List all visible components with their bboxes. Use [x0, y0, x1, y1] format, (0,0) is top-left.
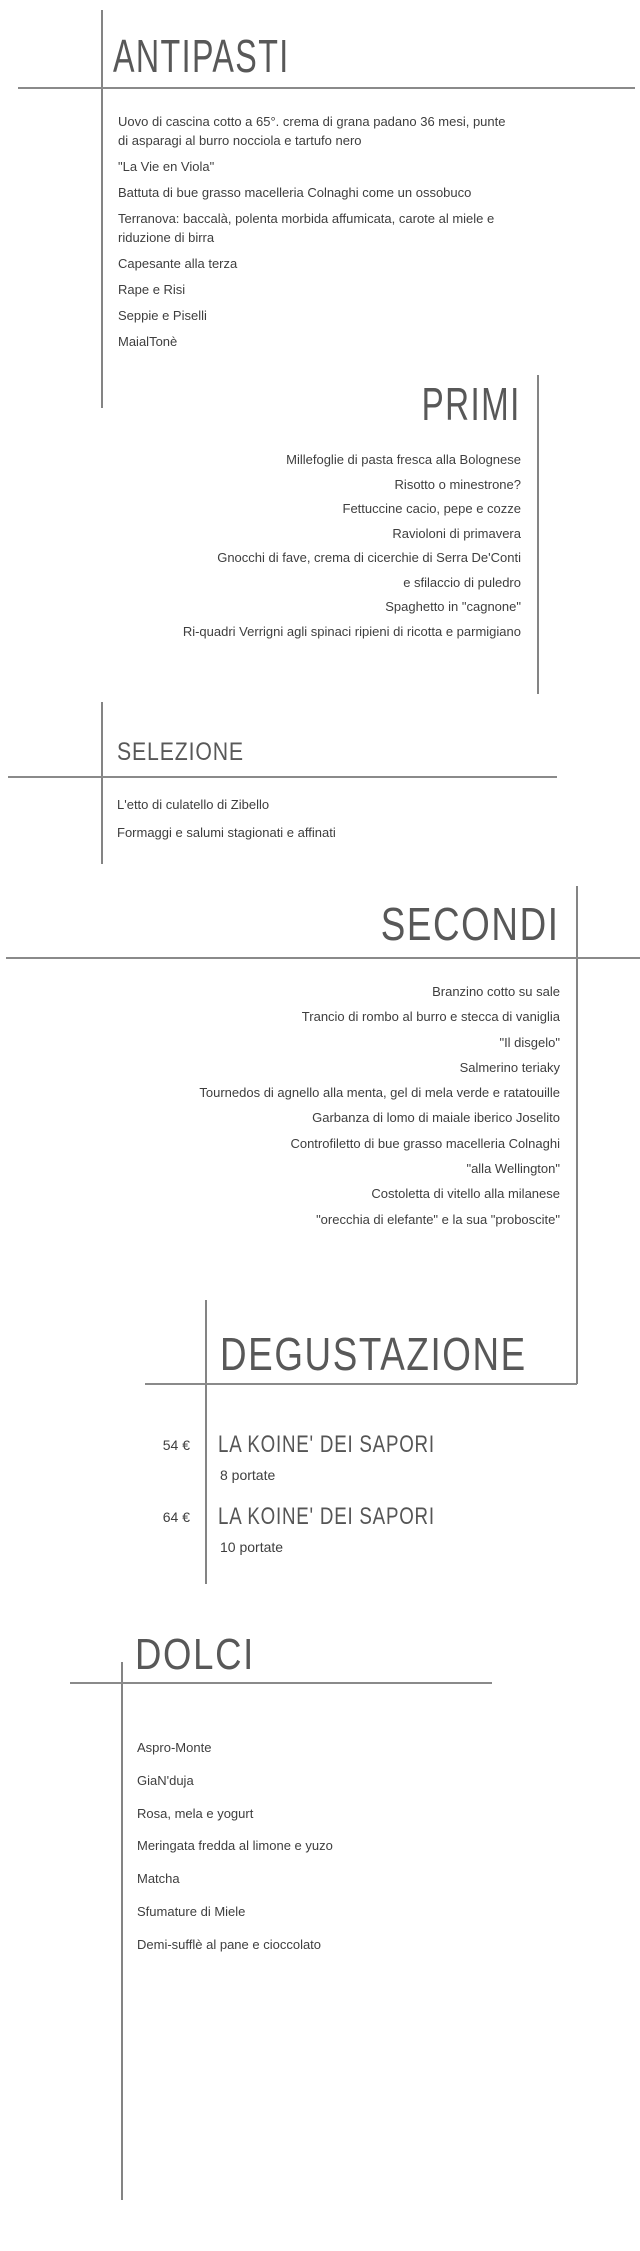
menu-item-line: GiaN'duja: [137, 1772, 194, 1788]
menu-item-line: Battuta di bue grasso macelleria Colnaghi come un ossobuco: [118, 185, 472, 200]
menu-item-line: L'etto di culatello di Zibello: [117, 797, 270, 812]
menu-item-line: Trancio di rombo al burro e stecca di vaniglia: [301, 1009, 560, 1025]
menu-item-line: Ravioloni di primavera: [392, 525, 521, 541]
menu-item-line: Ri-quadri Verrigni agli spinaci ripieni di ricotta e parmigiano: [182, 623, 521, 639]
dolci-vertical-rule: [121, 1662, 123, 2200]
menu-item-line: Demi-sufflè al pane e cioccolato: [137, 1936, 322, 1952]
menu-item: [118, 254, 538, 273]
menu-item-line: "orecchia di elefante" e la sua "proboscite": [316, 1211, 560, 1227]
menu-item-line: Gnocchi di fave, crema di cicerchie di Serra De'Conti: [217, 550, 521, 565]
section-title-degustazione: DEGUSTAZIONE: [220, 1328, 527, 1380]
secondi-vertical-rule: [576, 886, 578, 1384]
menu-item-line: Formaggi e salumi stagionati e affinati: [117, 825, 336, 840]
tasting-menu-courses: 8 portate: [220, 1467, 276, 1483]
menu-item-line: Branzino cotto su sale: [432, 984, 560, 999]
tasting-menu-name: LA KOINE' DEI SAPORI: [218, 1503, 435, 1530]
menu-item-line: Meringata fredda al limone e yuzo: [137, 1838, 333, 1854]
degustazione-horizontal-rule: [145, 1383, 577, 1385]
menu-item-line: Rosa, mela e yogurt: [137, 1805, 254, 1821]
antipasti-item-list: [118, 112, 538, 358]
menu-item-line: e sfilaccio di puledro: [403, 574, 521, 590]
menu-item-line: Uovo di cascina cotto a 65°. crema di grana padano 36 mesi, punte: [118, 114, 506, 129]
menu-item-line: MaialTonè: [118, 334, 178, 349]
menu-item: [118, 209, 538, 247]
dolci-horizontal-rule: [70, 1682, 492, 1684]
tasting-menu-price: 54 €: [162, 1437, 190, 1453]
menu-item-line: di asparagi al burro nocciola e tartufo nero: [118, 133, 362, 148]
menu-item-line: "alla Wellington": [466, 1161, 560, 1177]
menu-item: [118, 183, 538, 202]
degustazione-vertical-rule: [205, 1300, 207, 1584]
menu-item-line: Sfumature di Miele: [137, 1903, 246, 1919]
menu-item-line: Salmerino teriaky: [459, 1059, 560, 1075]
antipasti-horizontal-rule: [18, 87, 635, 89]
menu-item-line: Fettuccine cacio, pepe e cozze: [342, 501, 521, 516]
menu-item-line: Seppie e Piselli: [118, 308, 207, 323]
menu-item-line: Garbanza di lomo di maiale iberico Joselito: [312, 1110, 560, 1126]
menu-item: [118, 332, 538, 351]
tasting-menu-name: LA KOINE' DEI SAPORI: [218, 1431, 435, 1458]
secondi-item-list: [40, 979, 560, 1232]
menu-item-line: riduzione di birra: [118, 230, 215, 245]
menu-item-line: "La Vie en Viola": [118, 159, 215, 174]
menu-item: [118, 280, 538, 299]
tasting-menu-price: 64 €: [162, 1509, 190, 1525]
selezione-vertical-rule: [101, 702, 103, 864]
menu-item-line: Aspro-Monte: [137, 1740, 212, 1755]
primi-vertical-rule: [537, 375, 539, 694]
menu-item-line: "Il disgelo": [499, 1034, 560, 1050]
section-title-secondi: SECONDI: [381, 898, 560, 950]
secondi-horizontal-rule: [6, 957, 640, 959]
section-title-antipasti: ANTIPASTI: [113, 30, 290, 82]
selezione-item-list: [117, 791, 537, 847]
menu-item: [118, 306, 538, 325]
section-title-dolci: DOLCI: [135, 1630, 255, 1679]
menu-item-line: Spaghetto in "cagnone": [385, 599, 521, 614]
menu-item: [118, 157, 538, 176]
menu-item-line: Terranova: baccalà, polenta morbida affumicata, carote al miele e: [118, 211, 495, 226]
menu-item-line: Risotto o minestrone?: [394, 476, 521, 492]
section-title-selezione: SELEZIONE: [117, 738, 244, 766]
menu-item-line: Costoletta di vitello alla milanese: [371, 1186, 560, 1202]
section-title-primi: PRIMI: [421, 378, 521, 430]
menu-item-line: Millefoglie di pasta fresca alla Bolognese: [286, 452, 521, 467]
menu-item-line: Matcha: [137, 1871, 180, 1887]
dolci-item-list: [137, 1732, 557, 1962]
menu-item-line: Controfiletto di bue grasso macelleria Colnaghi: [290, 1135, 560, 1151]
tasting-menu-courses: 10 portate: [220, 1539, 284, 1555]
primi-item-list: [41, 448, 521, 644]
menu-item-line: Tournedos di agnello alla menta, gel di mela verde e ratatouille: [199, 1085, 560, 1101]
menu-item-line: Rape e Risi: [118, 282, 186, 297]
menu-item-line: Capesante alla terza: [118, 256, 238, 271]
menu-item: [118, 112, 538, 150]
selezione-horizontal-rule: [8, 776, 557, 778]
antipasti-vertical-rule: [101, 10, 103, 408]
